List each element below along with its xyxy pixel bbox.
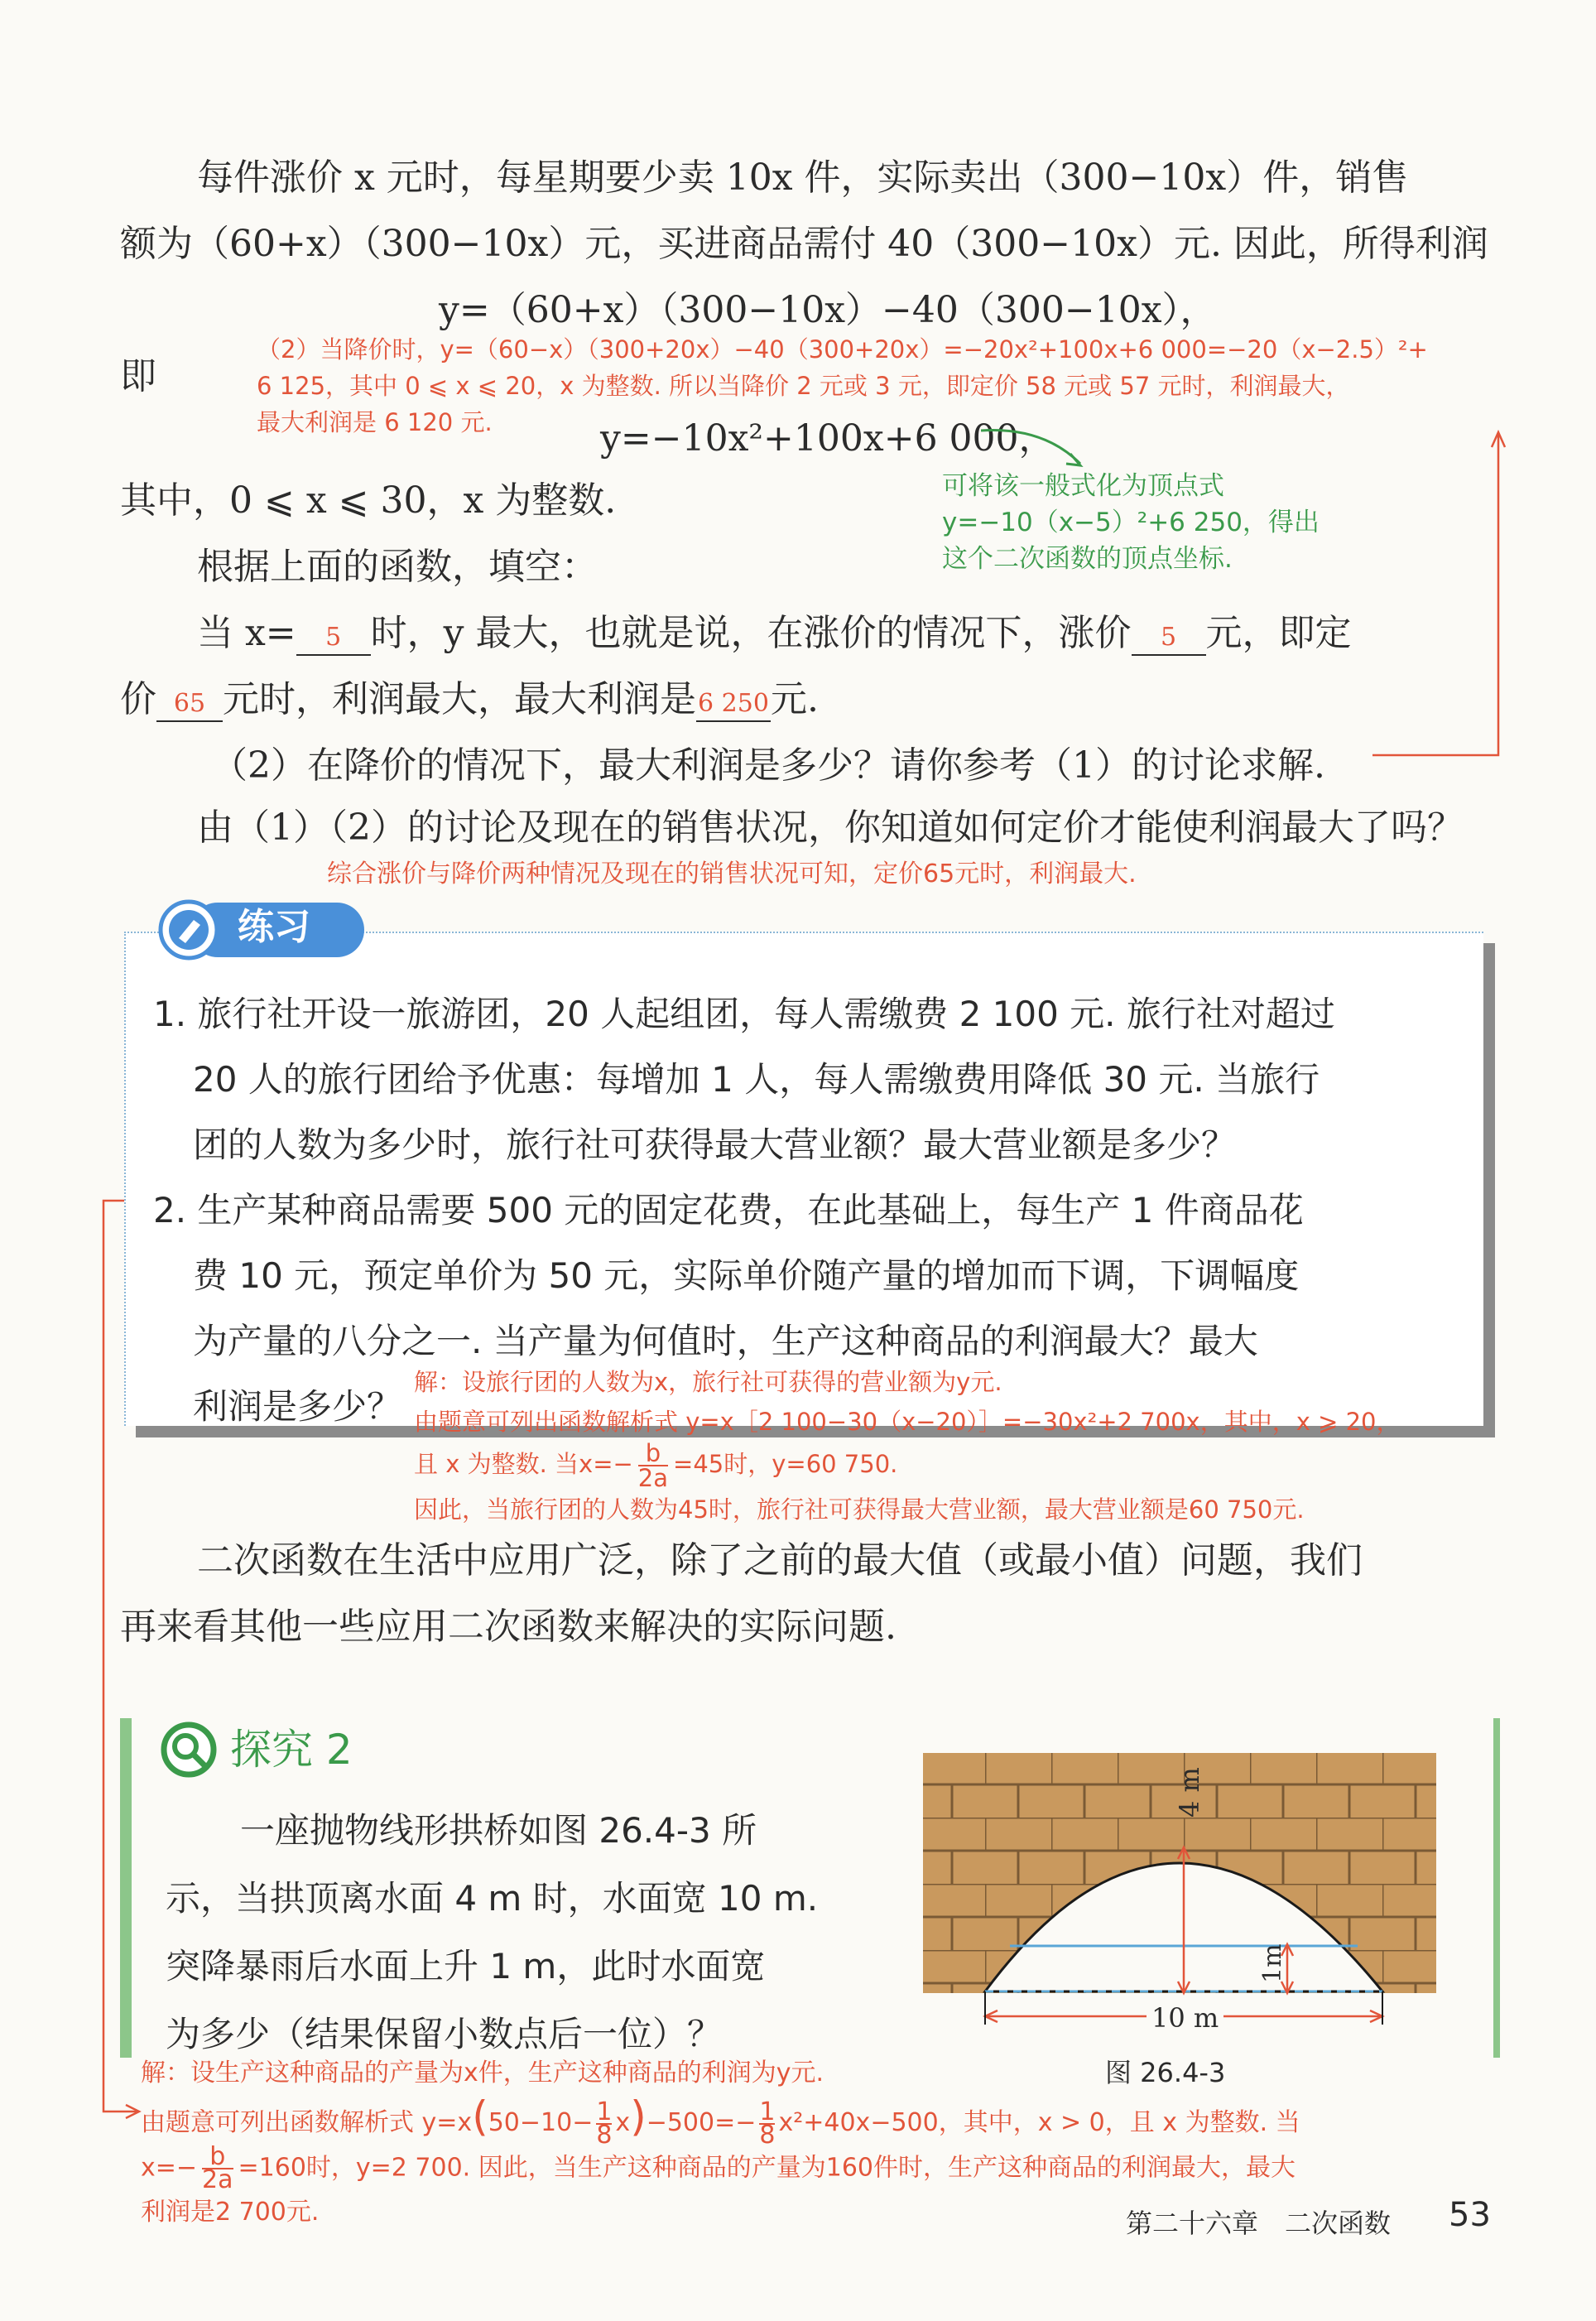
red-line-q2 xyxy=(1372,435,1498,755)
handwritten-solution-ex1 xyxy=(414,1362,1401,1529)
exercise-line: 2. 生产某种商品需要 500 元的固定花费，在此基础上，每生产 1 件商品花 xyxy=(153,1190,1304,1230)
note-line: 6 125，其中 0 ⩽ x ⩽ 20，x 为整数. 所以当降价 2 元或 3 元，即定价 58 元或 57 元时，利润最大， xyxy=(257,372,1350,400)
answer-blank: 5 xyxy=(1132,621,1206,656)
fill-intro: 根据上面的函数，填空： xyxy=(197,546,598,588)
chapter-footer: 第二十六章 二次函数 xyxy=(1126,2208,1392,2239)
note-line: 解：设生产这种商品的产量为x件，生产这种商品的利润为y元. xyxy=(141,2059,824,2087)
problem-line: 示，当拱顶离水面 4 m 时，水面宽 10 m. xyxy=(166,1878,819,1919)
range-text: 其中，0 ⩽ x ⩽ 30，x 为整数. xyxy=(120,479,617,522)
exercise-line: 1. 旅行社开设一旅游团，20 人起组团，每人需缴费 2 100 元. 旅行社对超过 xyxy=(153,994,1335,1034)
answer-blank: 5 xyxy=(296,621,371,656)
text: 时，y 最大，也就是说，在涨价的情况下，涨价 xyxy=(370,612,1132,654)
answer-blank: 65 xyxy=(156,687,223,722)
formula-profit: y=（60+x）（300−10x）−40（300−10x）， xyxy=(439,289,1217,331)
exercise-line: 费 10 元，预定单价为 50 元，实际单价随产量的增加而下调，下调幅度 xyxy=(193,1255,1300,1296)
explore-problem xyxy=(166,1797,818,2068)
note-line: 这个二次函数的顶点坐标. xyxy=(942,544,1233,574)
note-line: x=− $\frac{b}{2a}$ =160时，y=2 700. 因此，当生产这种商品的产量为160件时，生产这种商品的利润最大，最大 xyxy=(141,2141,1296,2194)
fraction-b-2a: $\frac{b}{2a}$ xyxy=(637,1439,669,1492)
fraction-1-8: $\frac{1}{8}$ xyxy=(759,2097,776,2150)
problem-line: 突降暴雨后水面上升 1 m，此时水面宽 xyxy=(166,1946,766,1986)
question-3: 由（1）（2）的讨论及现在的销售状况，你知道如何定价才能使利润最大了吗？ xyxy=(197,807,1464,849)
green-arrow xyxy=(981,431,1080,465)
fraction-1-8: $\frac{1}{8}$ xyxy=(596,2097,613,2150)
note-line: 可将该一般式化为顶点式 xyxy=(942,471,1224,501)
para2-line1: 二次函数在生活中应用广泛，除了之前的最大值（或最小值）问题，我们 xyxy=(197,1539,1363,1582)
text: 元. xyxy=(771,678,819,720)
exercise-line: 20 人的旅行团给予优惠：每增加 1 人，每人需缴费用降低 30 元. 当旅行 xyxy=(193,1059,1320,1100)
note-line: 因此，当旅行团的人数为45时，旅行社可获得最大营业额，最大营业额是60 750元. xyxy=(414,1495,1305,1524)
explore-title: 探究 2 xyxy=(230,1726,353,1774)
label-ji: 即 xyxy=(120,355,156,397)
exercise-line: 为产量的八分之一. 当产量为何值时，生产这种商品的利润最大？最大 xyxy=(193,1321,1258,1361)
magnifier-icon xyxy=(157,1718,224,1784)
label-4m: 4 m xyxy=(1174,1767,1205,1818)
handwritten-summary: 综合涨价与降价两种情况及现在的销售状况可知，定价65元时，利润最大. xyxy=(327,860,1137,888)
exercise-line: 团的人数为多少时，旅行社可获得最大营业额？最大营业额是多少？ xyxy=(193,1124,1237,1165)
note-line: 由题意可列出函数解析式 y=x(50−10− $\frac{1}{8}$ x)−500=− $\frac{1}{8}$ x²+40x−500，其中，x > 0，且 x 为整数. 当 xyxy=(141,2092,1300,2150)
note-line: 由题意可列出函数解析式 y=x［2 100−30（x−20）］=−30x²+2 700x，其中，x ⩾ 20， xyxy=(414,1408,1401,1436)
note-line: （2）当降价时，y=（60−x）（300+20x）−40（300+20x）=−20x²+100x+6 000=−20（x−2.5）²+ xyxy=(257,335,1428,364)
exercise-line: 利润是多少？ xyxy=(193,1386,402,1427)
note-line: 利润是2 700元. xyxy=(141,2197,320,2227)
label-1m: 1m xyxy=(1258,1943,1287,1983)
text: 元时，利润最大，最大利润是 xyxy=(223,678,696,720)
problem-line: 为多少（结果保留小数点后一位）？ xyxy=(166,2014,723,2054)
para2-line2: 再来看其他一些应用二次函数来解决的实际问题. xyxy=(120,1606,897,1648)
text: 当 x= xyxy=(197,612,296,654)
green-arrowhead xyxy=(1066,454,1080,465)
note-line: 解：设旅行团的人数为x，旅行社可获得的营业额为y元. xyxy=(414,1368,1002,1396)
para1-line2: 额为（60+x）（300−10x）元，买进商品需付 40（300−10x）元. 因此，所得利润 xyxy=(120,223,1488,265)
para1-line1: 每件涨价 x 元时，每星期要少卖 10x 件，实际卖出（300−10x）件，销售 xyxy=(197,156,1409,199)
note-line: 最大利润是 6 120 元. xyxy=(257,408,493,436)
label-10m: 10 m xyxy=(1147,2002,1223,2034)
text: 元，即定 xyxy=(1205,612,1352,654)
exercise-title: 练习 xyxy=(238,906,310,948)
note-line: y=−10（x−5）²+6 250，得出 xyxy=(942,508,1320,537)
fraction-b-2a: $\frac{b}{2a}$ xyxy=(202,2141,233,2194)
answer-blank: 6 250 xyxy=(696,687,771,722)
text: 价 xyxy=(120,678,156,720)
formula-general: y=−10x²+100x+6 000， xyxy=(600,417,1055,460)
note-line: 且 x 为整数. 当x=− $\frac{b}{2a}$ =45时，y=60 750. xyxy=(414,1439,898,1492)
problem-line: 一座抛物线形拱桥如图 26.4-3 所 xyxy=(240,1810,757,1851)
question-2: （2）在降价的情况下，最大利润是多少？请你参考（1）的讨论求解. xyxy=(211,744,1325,787)
page-number: 53 xyxy=(1449,2196,1491,2234)
figure-caption: 图 26.4-3 xyxy=(1105,2057,1226,2088)
